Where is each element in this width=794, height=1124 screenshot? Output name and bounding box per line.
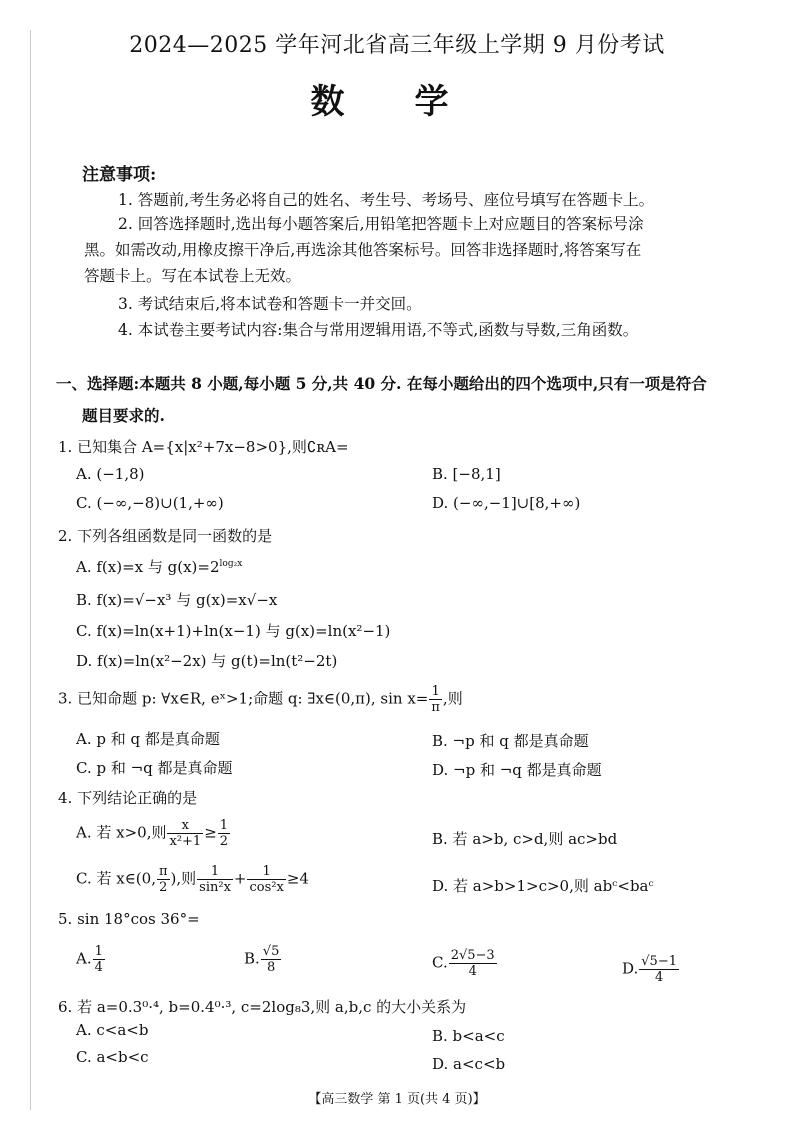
- question-4-option-a-frac1-num: x: [167, 818, 203, 834]
- question-5-option-c: [432, 948, 498, 979]
- question-5-option-a-num: 1: [94, 944, 103, 959]
- question-6-option-a: A. c<a<b: [76, 1021, 149, 1039]
- question-3-option-c: C. p 和 ¬q 都是真命题: [76, 759, 233, 777]
- question-5-option-d-label: D.: [622, 959, 639, 978]
- question-4-option-a-frac1: [167, 818, 203, 849]
- question-6-option-d: D. a<c<b: [432, 1055, 506, 1073]
- question-5-option-b: [244, 944, 282, 975]
- question-2-option-b: B. f(x)=√−x³ 与 g(x)=x√−x: [76, 591, 278, 609]
- question-4-option-c-frac3: [247, 864, 285, 895]
- question-2-option-d: D. f(x)=ln(x²−2x) 与 g(t)=ln(t²−2t): [76, 652, 338, 670]
- question-5-option-c-den: 4: [468, 964, 477, 979]
- question-4-option-a-text: A. 若 x>0,则: [76, 823, 167, 842]
- question-4-option-c-plus: +: [233, 869, 247, 888]
- notice-item-2-end: 答题卡上。写在本试卷上无效。: [84, 267, 302, 285]
- question-4-option-c-frac2-den: sin²x: [199, 880, 231, 895]
- question-1-option-b: B. [−8,1]: [432, 465, 501, 483]
- question-2-option-c: C. f(x)=ln(x+1)+ln(x−1) 与 g(x)=ln(x²−1): [76, 622, 391, 640]
- question-5-option-b-frac: [261, 944, 282, 975]
- question-5-option-a-frac: [93, 944, 105, 975]
- exam-title: 2024—2025 学年河北省高三年级上学期 9 月份考试: [129, 33, 665, 58]
- question-4-option-c-frac3-den: cos²x: [249, 880, 284, 895]
- question-4-option-c-end: ≥4: [286, 869, 309, 888]
- question-1-option-a: A. (−1,8): [76, 465, 145, 483]
- question-4-stem: 4. 下列结论正确的是: [58, 789, 198, 807]
- question-5-option-d-num: √5−1: [641, 954, 677, 969]
- question-4-option-a-frac2-den: 2: [219, 834, 229, 849]
- question-5-option-a-label: A.: [76, 949, 92, 968]
- question-4-option-c-mid: ),则: [170, 869, 197, 888]
- question-3-stem-end: ,则: [442, 689, 463, 708]
- question-5-option-c-num: 2√5−3: [450, 948, 495, 963]
- question-5-option-c-frac: [449, 948, 497, 979]
- question-6-option-b: B. b<a<c: [432, 1027, 505, 1045]
- question-1-stem: 1. 已知集合 A={x|x²+7x−8>0},则∁ʀA=: [58, 438, 349, 456]
- question-1-option-d: D. (−∞,−1]∪[8,+∞): [432, 494, 581, 512]
- question-4-option-c-frac1-den: 2: [159, 880, 168, 895]
- question-4-option-c-frac2-num: 1: [197, 864, 233, 880]
- question-4-option-c-text: C. 若 x∈(0,: [76, 869, 156, 888]
- notice-item-4: 4. 本试卷主要考试内容:集合与常用逻辑用语,不等式,函数与导数,三角函数。: [118, 321, 639, 339]
- question-6-stem: 6. 若 a=0.3⁰·⁴, b=0.4⁰·³, c=2log₈3,则 a,b,c 的大小关系为: [58, 998, 467, 1016]
- question-4-option-b: B. 若 a>b, c>d,则 ac>bd: [432, 830, 618, 848]
- question-5-option-d-den: 4: [654, 970, 664, 985]
- question-2-option-a-text: A. f(x)=x 与 g(x)=2: [76, 558, 220, 576]
- question-4-option-a-geq: ≥: [204, 823, 217, 842]
- question-4-option-a-frac2-num: 1: [219, 818, 229, 833]
- page-margin-line: [30, 30, 31, 1110]
- question-4-option-d: D. 若 a>b>1>c>0,则 abᶜ<baᶜ: [432, 877, 654, 895]
- notice-item-3: 3. 考试结束后,将本试卷和答题卡一并交回。: [118, 295, 422, 313]
- question-4-option-c: [76, 864, 309, 895]
- question-2-option-a: [76, 556, 242, 577]
- notice-item-2-cont: 黑。如需改动,用橡皮擦干净后,再选涂其他答案标号。回答非选择题时,将答案写在: [84, 241, 642, 259]
- question-6-option-c: C. a<b<c: [76, 1048, 149, 1066]
- subject-title: 数学: [310, 82, 519, 122]
- question-3-stem-text: 3. 已知命题 p: ∀x∈R, eˣ>1;命题 q: ∃x∈(0,π), sin x=: [58, 689, 429, 708]
- question-4-option-c-frac1-num: π: [158, 864, 168, 879]
- question-5-option-b-label: B.: [244, 949, 260, 968]
- notice-heading: 注意事项:: [82, 165, 157, 185]
- question-3-fraction-num: 1: [429, 684, 442, 700]
- question-3-option-a: A. p 和 q 都是真命题: [76, 730, 220, 748]
- question-3-stem: [58, 684, 463, 715]
- question-2-stem: 2. 下列各组函数是同一函数的是: [58, 527, 273, 545]
- page-footer: 【高三数学 第 1 页(共 4 页)】: [308, 1092, 486, 1107]
- question-5-option-c-label: C.: [432, 953, 448, 972]
- question-4-option-a-frac2: [218, 818, 230, 849]
- question-5-stem: 5. sin 18°cos 36°=: [58, 910, 200, 928]
- question-5-option-d-frac: [639, 954, 679, 985]
- question-5-option-b-den: 8: [266, 960, 276, 975]
- question-1-option-c: C. (−∞,−8)∪(1,+∞): [76, 494, 224, 512]
- question-3-fraction: [429, 684, 442, 715]
- section-heading: 一、选择题:本题共 8 小题,每小题 5 分,共 40 分. 在每小题给出的四个选项中,只有一项是符合: [56, 374, 707, 393]
- question-4-option-a: [76, 818, 231, 849]
- notice-item-2: 2. 回答选择题时,选出每小题答案后,用铅笔把答题卡上对应题目的答案标号涂: [118, 215, 644, 233]
- question-4-option-c-frac3-num: 1: [247, 864, 285, 880]
- notice-item-1: 1. 答题前,考生务必将自己的姓名、考生号、考场号、座位号填写在答题卡上。: [118, 191, 655, 209]
- question-4-option-a-frac1-den: x²+1: [169, 834, 202, 849]
- question-4-option-c-frac2: [197, 864, 233, 895]
- question-5-option-b-num: √5: [262, 944, 280, 959]
- question-3-fraction-den: π: [431, 700, 440, 715]
- question-4-option-c-frac1: [157, 864, 170, 895]
- question-5-option-d: [622, 954, 680, 985]
- question-3-option-b: B. ¬p 和 q 都是真命题: [432, 732, 589, 750]
- section-heading-cont: 题目要求的.: [82, 406, 165, 425]
- question-2-option-a-exponent: log₂x: [219, 559, 243, 569]
- question-5-option-a: [76, 944, 106, 975]
- question-5-option-a-den: 4: [94, 960, 103, 975]
- question-3-option-d: D. ¬p 和 ¬q 都是真命题: [432, 761, 602, 779]
